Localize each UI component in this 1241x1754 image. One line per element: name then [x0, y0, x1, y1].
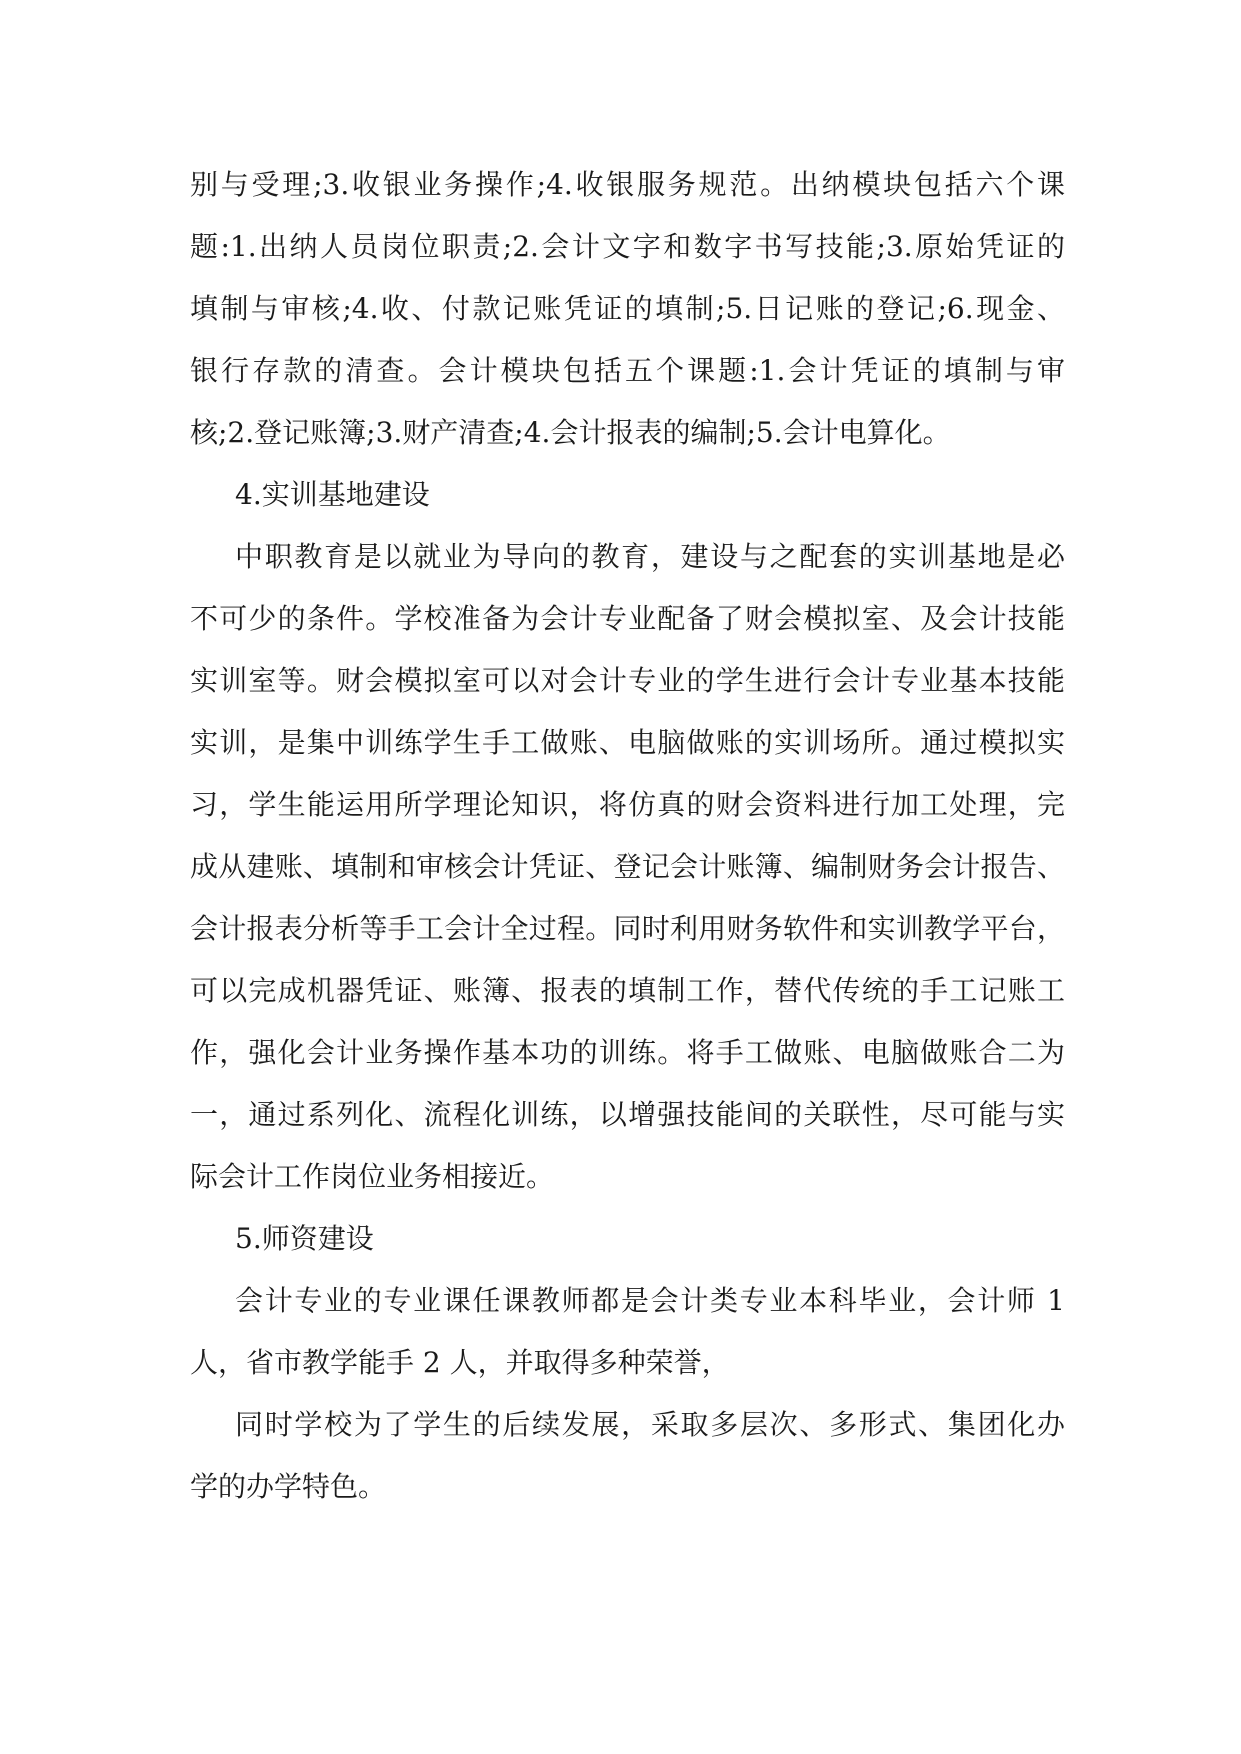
text-line: 会计报表分析等手工会计全过程。同时利用财务软件和实训教学平台，: [190, 912, 1065, 945]
paragraph-school-features: [190, 1394, 1065, 1518]
text-line: 银行存款的清查。会计模块包括五个课题:1.会计凭证的填制与审: [190, 354, 1065, 387]
text-line: 人，省市教学能手 2 人，并取得多种荣誉，: [190, 1346, 730, 1379]
text-line: 学的办学特色。: [190, 1470, 387, 1503]
text-line: 核;2.登记账簿;3.财产清查;4.会计报表的编制;5.会计电算化。: [190, 416, 951, 449]
text-line: 习，学生能运用所学理论知识，将仿真的财会资料进行加工处理，完: [190, 788, 1065, 821]
text-line: 实训室等。财会模拟室可以对会计专业的学生进行会计专业基本技能: [190, 664, 1065, 697]
text-line: 一，通过系列化、流程化训练，以增强技能间的关联性，尽可能与实: [190, 1098, 1065, 1131]
text-line: 中职教育是以就业为导向的教育，建设与之配套的实训基地是必: [235, 540, 1065, 573]
paragraph-faculty: [190, 1270, 1065, 1394]
document-page: [190, 154, 1065, 1518]
text-line: 不可少的条件。学校准备为会计专业配备了财会模拟室、及会计技能: [190, 602, 1065, 635]
text-line: 实训，是集中训练学生手工做账、电脑做账的实训场所。通过模拟实: [190, 726, 1065, 759]
heading-text: 4.实训基地建设: [235, 478, 430, 511]
paragraph-modules: [190, 154, 1065, 464]
text-line: 际会计工作岗位业务相接近。: [190, 1160, 555, 1193]
section-heading-faculty: [190, 1208, 1065, 1270]
section-heading-training-base: [190, 464, 1065, 526]
heading-text: 5.师资建设: [235, 1222, 374, 1255]
text-line: 可以完成机器凭证、账簿、报表的填制工作，替代传统的手工记账工: [190, 974, 1065, 1007]
text-line: 题:1.出纳人员岗位职责;2.会计文字和数字书写技能;3.原始凭证的: [190, 230, 1065, 263]
text-line: 别与受理;3.收银业务操作;4.收银服务规范。出纳模块包括六个课: [190, 168, 1065, 201]
text-line: 会计专业的专业课任课教师都是会计类专业本科毕业，会计师 1: [235, 1284, 1065, 1317]
paragraph-training-base: [190, 526, 1065, 1208]
text-line: 同时学校为了学生的后续发展，采取多层次、多形式、集团化办: [235, 1408, 1065, 1441]
text-line: 作，强化会计业务操作基本功的训练。将手工做账、电脑做账合二为: [190, 1036, 1065, 1069]
text-line: 填制与审核;4.收、付款记账凭证的填制;5.日记账的登记;6.现金、: [190, 292, 1065, 325]
text-line: 成从建账、填制和审核会计凭证、登记会计账簿、编制财务会计报告、: [190, 850, 1065, 883]
